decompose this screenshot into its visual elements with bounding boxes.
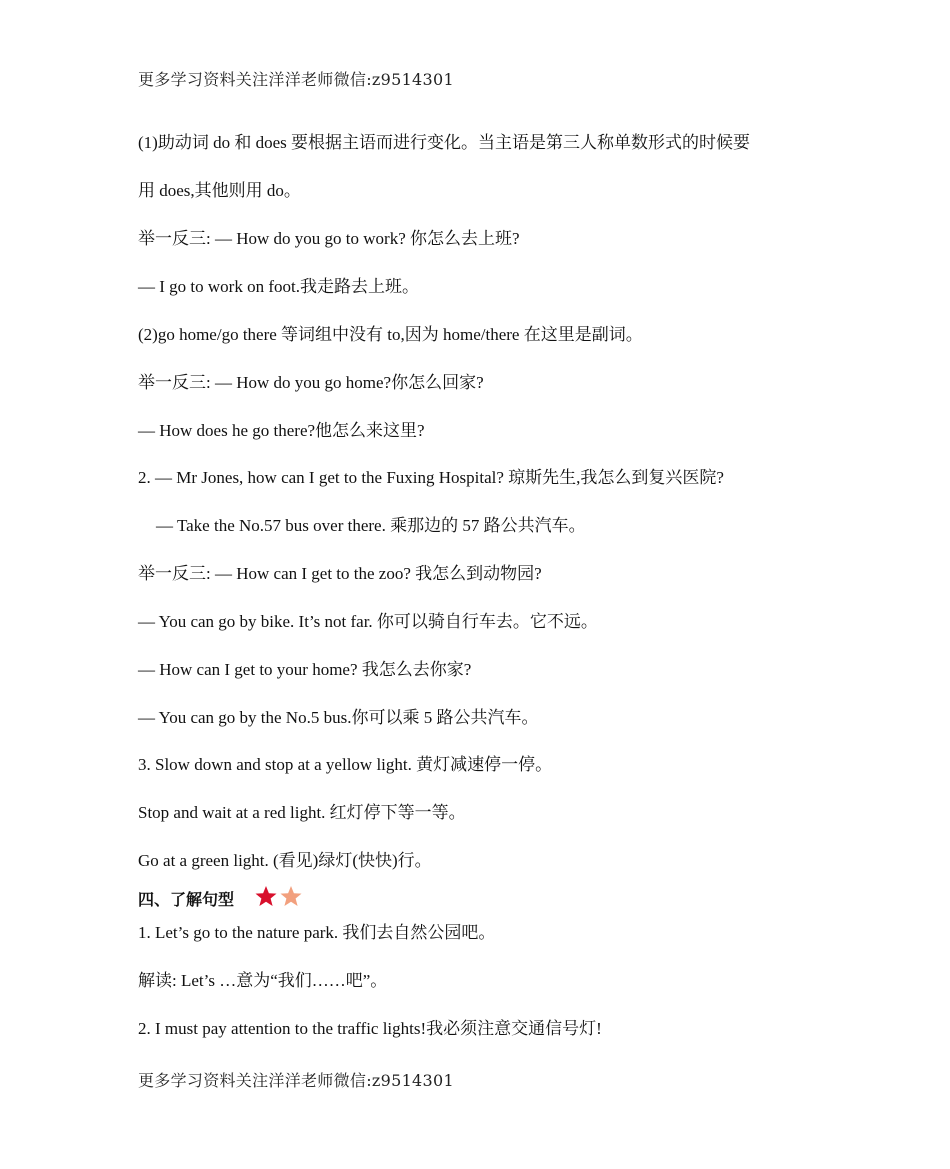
star-faded-icon	[281, 886, 302, 906]
page-footer: 更多学习资料关注洋洋老师微信:z9514301	[138, 1071, 454, 1090]
text-line: 3. Slow down and stop at a yellow light. 黄灯减速停一停。	[138, 755, 553, 774]
text-line: 举一反三: — How can I get to the zoo? 我怎么到动物园?	[138, 564, 542, 583]
section-heading-row	[138, 885, 304, 916]
text-line: 1. Let’s go to the nature park. 我们去自然公园吧。	[138, 923, 496, 942]
text-line: 举一反三: — How do you go home?你怎么回家?	[138, 373, 484, 392]
text-line: — How can I get to your home? 我怎么去你家?	[138, 660, 472, 679]
page-header: 更多学习资料关注洋洋老师微信:z9514301	[138, 70, 454, 89]
text-line: 2. I must pay attention to the traffic lights!我必须注意交通信号灯!	[138, 1019, 602, 1038]
stars-svg	[254, 885, 304, 909]
star-filled-icon	[256, 886, 277, 906]
text-line: — Take the No.57 bus over there. 乘那边的 57 路公共汽车。	[156, 516, 586, 535]
text-line: — You can go by the No.5 bus.你可以乘 5 路公共汽车。	[138, 708, 539, 727]
difficulty-stars	[254, 885, 304, 916]
section-heading: 四、了解句型	[138, 890, 235, 909]
text-line: 解读: Let’s …意为“我们……吧”。	[138, 971, 388, 990]
text-line: — You can go by bike. It’s not far. 你可以骑自行车去。它不远。	[138, 612, 598, 631]
text-line: 2. — Mr Jones, how can I get to the Fuxing Hospital? 琼斯先生,我怎么到复兴医院?	[138, 468, 724, 487]
text-line: 举一反三: — How do you go to work? 你怎么去上班?	[138, 229, 520, 248]
text-line: 用 does,其他则用 do。	[138, 181, 301, 200]
text-line: — I go to work on foot.我走路去上班。	[138, 277, 419, 296]
text-line: (2)go home/go there 等词组中没有 to,因为 home/there 在这里是副词。	[138, 325, 643, 344]
text-line: — How does he go there?他怎么来这里?	[138, 421, 425, 440]
text-line: Stop and wait at a red light. 红灯停下等一等。	[138, 803, 466, 822]
text-line: (1)助动词 do 和 does 要根据主语而进行变化。当主语是第三人称单数形式的时候要	[138, 133, 750, 152]
text-line: Go at a green light. (看见)绿灯(快快)行。	[138, 851, 432, 870]
